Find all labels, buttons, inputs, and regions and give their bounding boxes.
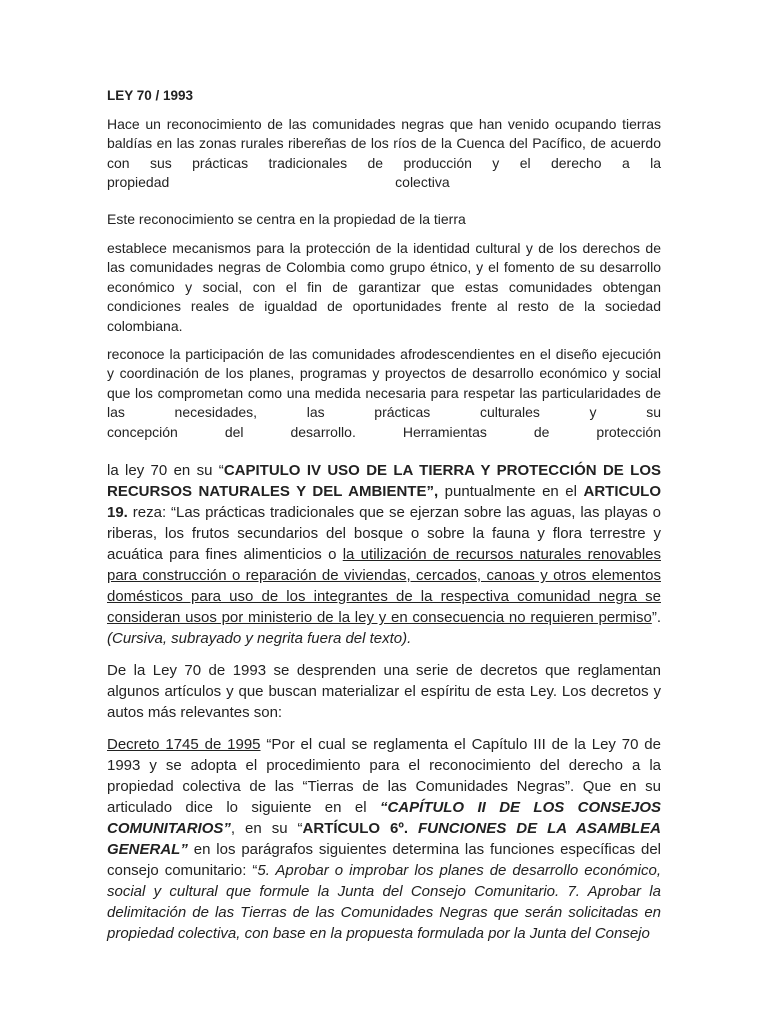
paragraph-1-last-line — [107, 173, 450, 192]
p7-text-g: en los parágrafos siguientes determina las funciones específicas del consejo comunitario: “ — [107, 841, 661, 880]
paragraph-6: De la Ley 70 de 1993 se desprenden una serie de decretos que reglamentan algunos artículos y que buscan materializar el espíritu de esta Ley. Los decretos y autos más relevantes son: — [107, 662, 661, 722]
decree-link: Decreto 1745 de 1995 — [107, 736, 261, 754]
paragraph-7 — [107, 734, 661, 944]
p7-text-d: , en su “ — [230, 820, 303, 838]
p5-italic-note: (Cursiva, subrayado y negrita fuera del texto). — [107, 630, 412, 648]
document-page — [107, 88, 661, 944]
p5-underlined-quote: la utilización de recursos naturales renovables para construcción o reparación de viviendas, cercados, canoas y otros elementos domésticos para uso de los integrantes de la respectiva comunidad negra se consideran usos por ministerio de la ley y en consecuencia no requieren permiso — [107, 546, 661, 627]
p7-text-b: “Por el cual se reglamenta el Capítulo III de la Ley 70 de 1993 y se adopta el procedimiento para el reconocimiento del derecho a la propiedad colectiva de las “Tierras de las Comunidades Negras”. Que en su articulado dice lo siguiente en el — [107, 736, 661, 817]
document-title: LEY 70 / 1993 — [107, 88, 194, 103]
p5-text-a: la ley 70 en su “ — [107, 462, 224, 480]
paragraph-4-last-line: concepción del desarrollo. Herramientas de protección — [107, 423, 661, 440]
p5-text-e: reza: “Las prácticas tradicionales que se ejerzan sobre las aguas, las playas o riberas, los frutos secundarios del bosque o sobre la fauna y flora terrestre y acuática para fines alimenticios o — [107, 504, 661, 564]
paragraph-2: Este reconocimiento se centra en la propiedad de la tierra — [107, 210, 466, 227]
paragraph-1-last-line-text: propiedad colectiva — [107, 174, 450, 191]
paragraph-1-body: Hace un reconocimiento de las comunidades negras que han venido ocupando tierras baldías en las zonas rurales ribereñas de los ríos de la Cuenca del Pacífico, de acuerdo con sus prácticas tradicionales de producción y el derecho a la — [107, 116, 661, 171]
p7-article-number: ARTÍCULO 6º. — [302, 820, 418, 838]
p5-text-c: puntualmente en el — [438, 483, 584, 501]
paragraph-5 — [107, 460, 661, 649]
p7-article-title: FUNCIONES DE LA ASAMBLEA GENERAL” — [107, 820, 661, 859]
paragraph-3: establece mecanismos para la protección de la identidad cultural y de los derechos de las comunidades negras de Colombia como grupo étnico, y el fomento de su desarrollo económico y social, con el fin de garantizar que estas comunidades obtengan condiciones reales de igualdad de oportunidades frente al resto de la sociedad colombiana. — [107, 240, 661, 334]
p7-italic-quote: 5. Aprobar o improbar los planes de desarrollo económico, social y cultural que formule la Junta del Consejo Comunitario. 7. Aprobar la delimitación de las Tierras de las Comunidades Negras que serán solicitadas en propiedad colectiva, con base en la propuesta formulada por la Junta del Consejo — [107, 862, 661, 943]
paragraph-4 — [107, 345, 661, 442]
p7-chapter-heading: “CAPÍTULO II DE LOS CONSEJOS COMUNITARIOS” — [107, 799, 661, 838]
paragraph-4-body: reconoce la participación de las comunidades afrodescendientes en el diseño ejecución y coordinación de los planes, programas y proyectos de desarrollo económico y social que los comprometan como una medida necesaria para respetar las particularidades de las necesidades, las prácticas culturales y su — [107, 346, 661, 421]
p5-chapter-heading: CAPITULO IV USO DE LA TIERRA Y PROTECCIÓN DE LOS RECURSOS NATURALES Y DEL AMBIENTE”, — [107, 462, 661, 501]
p5-text-g: ”. — [651, 609, 661, 627]
paragraph-1 — [107, 115, 661, 193]
p5-article-number: ARTICULO 19. — [107, 483, 662, 522]
